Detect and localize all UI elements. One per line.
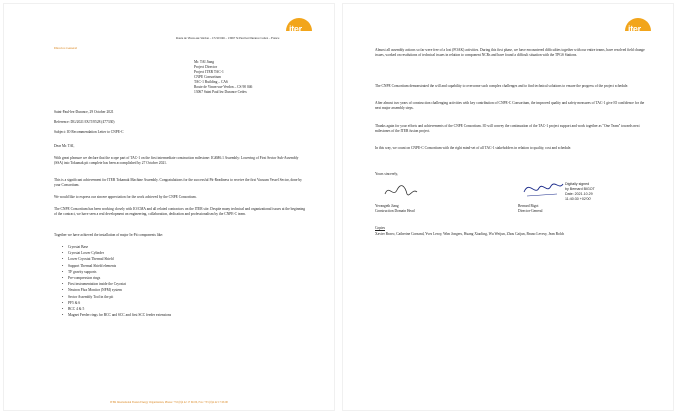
copies-label: Copies <box>375 226 385 230</box>
list-item: • First instrumentation inside the Cryostat <box>62 281 171 287</box>
body-paragraph: The CNPE Consortium demonstrated the will and capability to overcome such complex challenges and to find technical solutions to ensure the progress of the project schedule. <box>375 84 629 88</box>
letter-page-2 <box>343 4 673 410</box>
body-paragraph: The CNPE Consortium has been working closely with IO/CMA and all related contractors on the ITER site. Despite many technical and organizational issues at the beginning of the contract, we have seen a real development on engineering, collaboration, dedication and professionalism by the CNPE-C team. <box>54 207 306 217</box>
body-paragraph: Almost all assembly actions so far were free of a lost (FOAK) activities. During this first phase, we have encountered difficulties together with our entire teams, have resolved field change issues, worked on resolutions of technical issues in relation to component NCRs and have found a difficult situation with the TPGS Stations. <box>375 48 645 58</box>
salutation: Dear Mr. TAI, <box>54 144 75 148</box>
reference: Reference: DG/2021/OUT/0528 (477330) <box>54 120 115 124</box>
body-paragraph: Together we have achieved the installation of major In-Pit components like: <box>54 233 164 237</box>
page-footer: ITER International Fusion Energy Organization, Phone: +33 (0)4 42 17 66 00, Fax: +33 (0)4 42 17 66 00 <box>110 401 228 404</box>
body-paragraph: This is a significant achievement for ITER Tokamak Machine Assembly. Congratulations for the successful Pit-Readiness to receive the first Vacuum Vessel Sector, done by your Consortium. <box>54 178 302 188</box>
body-paragraph: After almost two years of construction challenging activities with key contribution of CNPE-C Consortium, the improved quality and safety measures of TAC-1 give IO confidence for the next major assembly steps. <box>375 101 645 111</box>
iter-logo: iter <box>286 18 312 32</box>
recipient-line: Route de Vinon-sur-Verdon – CS 90 046 <box>194 85 253 89</box>
list-item: • Cryostat Base <box>62 244 171 250</box>
place-date: Saint-Paul-lez-Durance, 29 October 2021 <box>54 110 114 114</box>
list-item: • Sector Assembly Tool in the pit <box>62 294 171 300</box>
list-item: • PF5 & 6 <box>62 300 171 306</box>
signer-title: Construction Domain Head <box>375 209 415 213</box>
list-item: • Lower Cryostat Thermal Shield <box>62 256 171 262</box>
recipient-line: TAC-1 Building – CA6 <box>194 80 228 84</box>
handwritten-signature-2 <box>521 178 565 200</box>
digital-signature-line: by Bernard BIGOT <box>565 187 595 191</box>
components-list <box>62 244 171 318</box>
iter-logo: iter <box>625 18 651 32</box>
list-item: • TF gravity supports <box>62 269 171 275</box>
list-item: • Magnet Feeder rings for BCC and SCC and first SCC feeder extensions <box>62 312 171 318</box>
handwritten-signature-1 <box>383 182 423 200</box>
signer-title: Director-General <box>518 209 543 213</box>
recipient-line: Mr. TAI Jiang <box>194 60 215 64</box>
list-item: • Neutron Flux Monitor (NFM) system <box>62 287 171 293</box>
digital-signature-line: Date: 2021.10.29 <box>565 192 593 196</box>
subject: Subject: IO Recommendation Letter to CNPE-C <box>54 130 124 134</box>
list-item: • Cryostat Lower Cylinder <box>62 250 171 256</box>
header-address: Route de Vinon-sur-Verdon – CS 90 046 – 13067 St Paul lez Durance Cedex – France <box>176 36 280 40</box>
signer-name: Yevangeth Jiang <box>375 204 399 208</box>
body-paragraph: With great pleasure we declare that the scope part of TAC-1 on the first intermediate construction milestone: IC#M6.1 Assembly: Lowering of First Sector Sub-Assembly (SSA) into Tokamak pit complete has been accomplished by 27 October 2021. <box>54 156 299 166</box>
body-paragraph: We would like to express our sincere appreciation for the work achieved by the CNPE Consortium. <box>54 195 197 199</box>
letter-page-1 <box>4 4 334 410</box>
body-paragraph: Thanks again for your efforts and achievements of the CNPE Consortium. IO will convey the continuation of the TAC-1 project support and work together as "One Team" towards next milestones of the ITER fusion project. <box>375 124 640 134</box>
digital-signature-line: 11:40:30 +02'00' <box>565 197 592 201</box>
copies-list: Xavier Bravo, Catherine Cornand, Yves Leroy, Wim Jongers, Huang Xiaoling, Wu Weijun, Zhou Caijun, Bruno Levesy, Jean Bolch <box>375 232 565 236</box>
recipient-line: 13067 Saint Paul lez Durance Cedex <box>194 90 247 94</box>
recipient-line: Project ITER TAC-1 <box>194 70 224 74</box>
digital-signature-line: Digitally signed <box>565 182 590 186</box>
recipient-line: CNPE Consortium <box>194 75 222 79</box>
list-item: • Pre-compression rings <box>62 275 171 281</box>
department-label: Director-General <box>54 46 78 50</box>
body-paragraph: In this way, we count on CNPE-C Consortium with the right mind-set of all TAC-1 stakeholders in relation to quality, cost and schedule. <box>375 146 572 150</box>
closing: Yours sincerely, <box>375 172 398 176</box>
list-item: • BCC 4 & 5 <box>62 306 171 312</box>
list-item: • Support Thermal Shield elements <box>62 263 171 269</box>
recipient-line: Project Director <box>194 65 218 69</box>
signer-name: Bernard Bigot <box>518 204 539 208</box>
